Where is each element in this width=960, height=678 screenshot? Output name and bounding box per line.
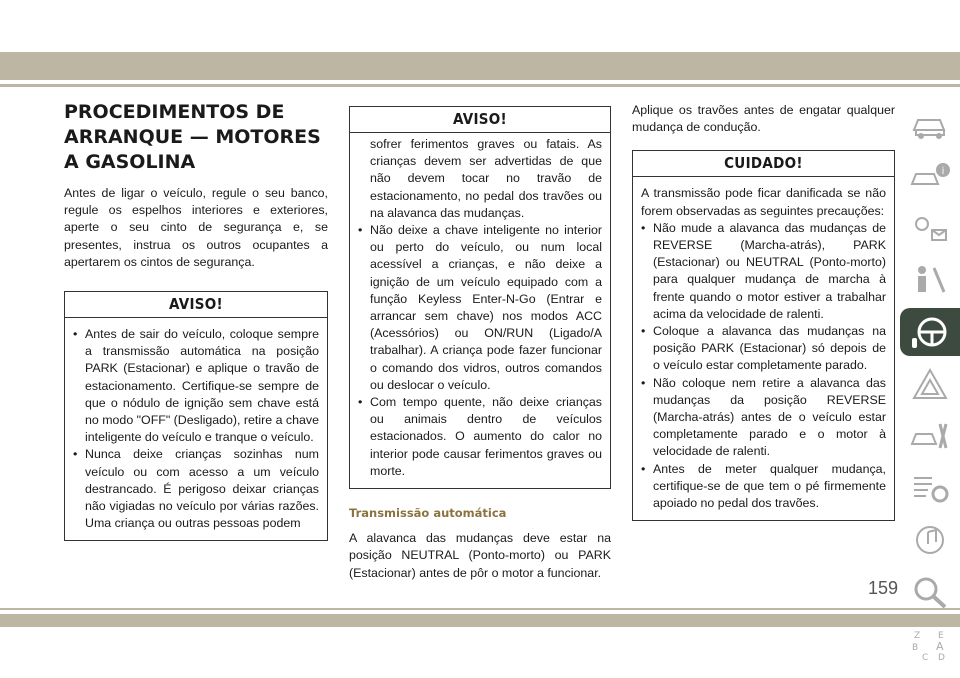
caution-item: • Antes de meter qualquer mudança, certifique-se de que tem o pé firmemente apoiado no pedal dos travões. bbox=[641, 461, 886, 513]
column-3 bbox=[632, 102, 895, 521]
tab-alphabetical[interactable] bbox=[900, 620, 960, 668]
caution-title: CUIDADO! bbox=[633, 151, 894, 177]
column-2 bbox=[349, 106, 611, 582]
caution-item: • Não coloque nem retire a alavanca das mudanças da posição REVERSE (Marcha-atrás) antes de o veículo estar completamente parado e o motor à velocidade de ralenti. bbox=[641, 375, 886, 461]
warning-continuation: sofrer ferimentos graves ou fatais. As crianças devem ser advertidas de que não devem tocar no travão de estacionamento, no pedal dos travões ou na alavanca das mudanças. bbox=[370, 137, 602, 220]
multimedia-icon bbox=[908, 522, 952, 558]
dashboard-lights-icon bbox=[908, 210, 952, 246]
caution-intro: A transmissão pode ficar danificada se não forem observadas as seguintes precauções: bbox=[641, 186, 886, 218]
tab-maintenance[interactable] bbox=[900, 412, 960, 460]
svg-text:i: i bbox=[941, 166, 945, 177]
alphabet-index-icon bbox=[908, 626, 952, 662]
wrench-car-icon bbox=[908, 418, 952, 454]
steering-wheel-icon bbox=[908, 314, 952, 350]
caution-box bbox=[632, 150, 895, 521]
tab-dashboard[interactable] bbox=[900, 204, 960, 252]
tab-specifications[interactable] bbox=[900, 464, 960, 512]
settings-list-icon bbox=[908, 470, 952, 506]
warning-title: AVISO! bbox=[350, 107, 610, 133]
warning-item: • Nunca deixe crianças sozinhas num veículo ou com acesso a um veículo destrancado. É perigoso deixar crianças não vigiadas no veículo por várias razões. Uma criança ou outras pessoas podem bbox=[73, 446, 319, 532]
chapter-sidebar bbox=[900, 100, 960, 672]
warning-item: • Não deixe a chave inteligente no interior ou perto do veículo, ou num local acessível a crianças, e não deixe a ignição de um veículo equipado com a função Keyless Enter-N-Go (Entrar e arrancar sem chave) nos modos ACC (Acessórios) ou ON/RUN (Ligado/A trabalhar). A criança pode fazer funcionar o comando dos vidros, outros comandos ou deslocar o veículo. bbox=[358, 222, 602, 394]
svg-text:Z: Z bbox=[914, 631, 921, 641]
svg-text:D: D bbox=[938, 653, 945, 662]
tab-safety[interactable] bbox=[900, 256, 960, 304]
page-number: 159 bbox=[867, 578, 898, 598]
svg-text:C: C bbox=[922, 653, 929, 662]
warning-item: • Antes de sair do veículo, coloque sempre a transmissão automática na posição PARK (Estacionar) e aplique o travão de estacionamento. Certifique-se sempre de que o nódulo de ignição sem chave está no modo "OFF" (Desligado), retire a chave inteligente do veículo e tranque o veículo. bbox=[73, 326, 319, 446]
tab-starting-operating[interactable] bbox=[900, 308, 960, 356]
footer-band bbox=[0, 614, 960, 627]
intro-paragraph: Antes de ligar o veículo, regule o seu banco, regule os espelhos interiores e exteriores, aperte o seu cinto de segurança e, se presentes, instrua os outros ocupantes a apertarem os cintos de segurança. bbox=[64, 186, 328, 269]
tab-vehicle[interactable] bbox=[900, 100, 960, 148]
header-band bbox=[0, 52, 960, 80]
tab-emergency[interactable] bbox=[900, 360, 960, 408]
car-info-icon bbox=[908, 158, 952, 194]
page-title: PROCEDIMENTOS DE ARRANQUE — MOTORES A GASOLINA bbox=[64, 101, 321, 173]
caution-item: • Não mude a alavanca das mudanças de REVERSE (Marcha-atrás), PARK (Estacionar) ou NEUTRAL (Ponto-morto) para qualquer mudança de marcha à frente quando o motor estiver a trabalhar acima da velocidade de ralenti. bbox=[641, 220, 886, 323]
caution-item: • Coloque a alavanca das mudanças na posição PARK (Estacionar) só depois de o veículo estar completamente parado. bbox=[641, 323, 886, 375]
brake-paragraph: Aplique os travões antes de engatar qualquer mudança de condução. bbox=[632, 103, 895, 135]
warning-box-2 bbox=[349, 106, 611, 489]
hazard-icon bbox=[908, 366, 952, 402]
warning-box-1 bbox=[64, 291, 328, 541]
warning-title: AVISO! bbox=[65, 292, 327, 318]
header-rule bbox=[0, 84, 960, 87]
column-1 bbox=[64, 100, 328, 541]
warning-item: • Com tempo quente, não deixe crianças ou animais dentro de veículos estacionados. O aumento do calor no interior pode causar ferimentos graves ou morte. bbox=[358, 394, 602, 480]
svg-text:B: B bbox=[912, 643, 919, 653]
car-icon bbox=[908, 106, 952, 142]
section-subheading: Transmissão automática bbox=[349, 506, 507, 521]
footer-rule bbox=[0, 608, 960, 610]
svg-text:E: E bbox=[938, 631, 944, 641]
auto-paragraph: A alavanca das mudanças deve estar na posição NEUTRAL (Ponto-morto) ou PARK (Estacionar) antes de pôr o motor a funcionar. bbox=[349, 531, 611, 580]
tab-multimedia[interactable] bbox=[900, 516, 960, 564]
tab-vehicle-info[interactable] bbox=[900, 152, 960, 200]
magnifier-icon bbox=[908, 574, 952, 610]
seatbelt-airbag-icon bbox=[908, 262, 952, 298]
svg-text:A: A bbox=[936, 640, 944, 653]
